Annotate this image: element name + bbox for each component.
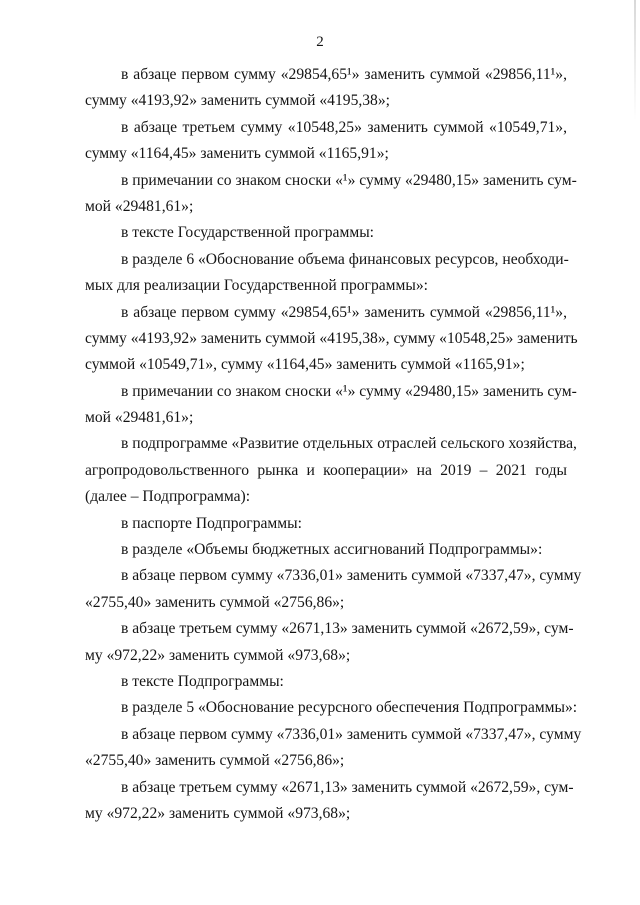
page-number: 2	[316, 34, 324, 50]
paragraph	[85, 62, 567, 115]
scan-edge-shadow	[634, 0, 636, 120]
paragraph	[85, 722, 582, 775]
text-line: в тексте Государственной программы:	[121, 224, 375, 242]
text-line: мых для реализации Государственной программы»:	[85, 277, 429, 295]
text-line: в разделе «Объемы бюджетных ассигнований Подпрограммы»:	[121, 541, 543, 559]
text-line: сумму «1164,45» заменить суммой «1165,91»;	[85, 145, 389, 163]
text-line: сумму «4193,92» заменить суммой «4195,38», сумму «10548,25» заменить	[85, 329, 578, 347]
text-line: в примечании со знаком сноски «¹» сумму «29480,15» заменить сум-	[121, 171, 577, 189]
text-line: в разделе 5 «Обоснование ресурсного обеспечения Подпрограммы»:	[121, 699, 578, 717]
paragraph	[85, 775, 574, 828]
text-line: сумму «4193,92» заменить суммой «4195,38»;	[85, 92, 390, 110]
text-line: мой «29481,61»;	[85, 197, 194, 215]
text-line: в паспорте Подпрограммы:	[121, 514, 302, 532]
text-line: в абзаце первом сумму «29854,65¹» заменить суммой «29856,11¹»,	[121, 66, 567, 83]
text-line: в примечании со знаком сноски «¹» сумму «29480,15» заменить сум-	[121, 382, 577, 400]
paragraph	[85, 616, 574, 669]
text-line: му «972,22» заменить суммой «973,68»;	[85, 804, 351, 822]
text-line: в абзаце первом сумму «7336,01» заменить суммой «7337,47», сумму	[121, 567, 582, 585]
text-line: мой «29481,61»;	[85, 409, 194, 427]
text-line: в абзаце третьем сумму «2671,13» заменить суммой «2672,59», сум-	[121, 620, 574, 638]
text-line: агропродовольственного рынка и кооперации» на 2019 – 2021 годы	[85, 461, 567, 479]
paragraph	[85, 537, 567, 563]
text-line: в абзаце третьем сумму «10548,25» заменить суммой «10549,71»,	[121, 118, 567, 136]
text-line: в абзаце третьем сумму «2671,13» заменить суммой «2672,59», сум-	[121, 778, 574, 796]
text-line: в абзаце первом сумму «7336,01» заменить суммой «7337,47», сумму	[121, 725, 582, 743]
paragraph	[85, 511, 567, 537]
paragraph	[85, 669, 567, 695]
text-line: му «972,22» заменить суммой «973,68»;	[85, 646, 351, 664]
document-body	[85, 62, 582, 827]
text-line: «2755,40» заменить суммой «2756,86»;	[85, 752, 345, 770]
paragraph	[85, 431, 577, 510]
paragraph	[85, 115, 567, 168]
paragraph	[85, 220, 567, 246]
text-line: в разделе 6 «Обоснование объема финансовых ресурсов, необходи-	[121, 250, 569, 268]
text-line: в абзаце первом сумму «29854,65¹» заменить суммой «29856,11¹»,	[121, 303, 567, 321]
paragraph	[85, 247, 567, 300]
paragraph	[85, 168, 577, 221]
text-line: «2755,40» заменить суммой «2756,86»;	[85, 593, 345, 611]
text-line: суммой «10549,71», сумму «1164,45» заменить суммой «1165,91»;	[85, 356, 525, 374]
paragraph	[85, 695, 578, 721]
paragraph	[85, 379, 577, 432]
text-line: в подпрограмме «Развитие отдельных отраслей сельского хозяйства,	[121, 435, 577, 453]
paragraph	[85, 300, 578, 379]
text-line: (далее – Подпрограмма):	[85, 488, 251, 506]
text-line: в тексте Подпрограммы:	[121, 672, 284, 690]
paragraph	[85, 563, 582, 616]
